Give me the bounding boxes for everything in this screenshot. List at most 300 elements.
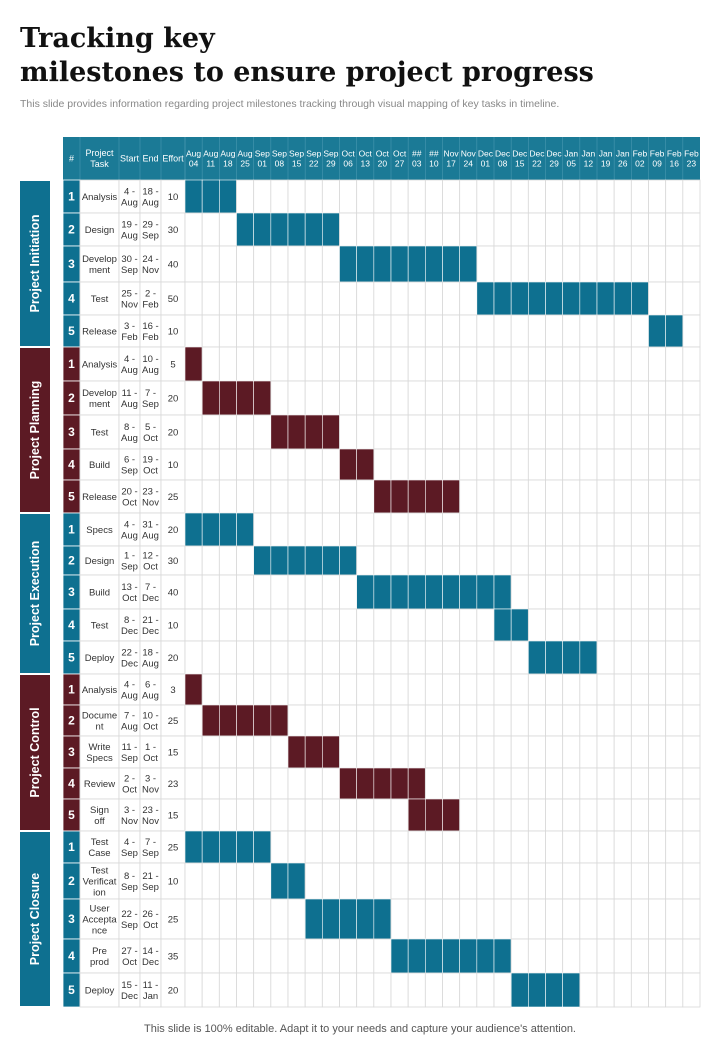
task-name: Test Case xyxy=(88,836,111,859)
gantt-bar-cell xyxy=(408,480,425,513)
gantt-empty-cell xyxy=(288,973,305,1007)
task-name: Write Specs xyxy=(86,741,113,764)
gantt-empty-cell xyxy=(254,641,271,674)
gantt-empty-cell xyxy=(649,513,666,546)
gantt-empty-cell xyxy=(322,575,339,609)
gantt-empty-cell xyxy=(408,736,425,768)
gantt-bar-cell xyxy=(391,246,408,282)
gantt-bar-cell xyxy=(202,381,219,415)
gantt-empty-cell xyxy=(237,315,254,347)
gantt-empty-cell xyxy=(597,939,614,973)
gantt-empty-cell xyxy=(477,347,494,381)
gantt-empty-cell xyxy=(460,863,477,899)
gantt-empty-cell xyxy=(563,609,580,641)
gantt-empty-cell xyxy=(528,381,545,415)
gantt-empty-cell xyxy=(340,415,357,449)
gantt-empty-cell xyxy=(305,768,322,799)
task-effort: 50 xyxy=(167,293,179,305)
task-end: 10 -Oct xyxy=(142,710,159,733)
gantt-bar-cell xyxy=(322,899,339,939)
row-number: 5 xyxy=(68,983,75,998)
gantt-empty-cell xyxy=(237,480,254,513)
gantt-empty-cell xyxy=(649,609,666,641)
gantt-empty-cell xyxy=(683,736,700,768)
gantt-empty-cell xyxy=(322,347,339,381)
gantt-empty-cell xyxy=(237,246,254,282)
gantt-empty-cell xyxy=(477,180,494,213)
gantt-empty-cell xyxy=(631,939,648,973)
gantt-empty-cell xyxy=(219,899,236,939)
gantt-empty-cell xyxy=(494,546,511,575)
gantt-empty-cell xyxy=(374,180,391,213)
gantt-empty-cell xyxy=(425,449,442,480)
gantt-bar-cell xyxy=(614,282,631,315)
row-number: 1 xyxy=(68,357,75,372)
gantt-bar-cell xyxy=(237,705,254,736)
gantt-empty-cell xyxy=(649,546,666,575)
gantt-empty-cell xyxy=(597,213,614,246)
gantt-empty-cell xyxy=(631,899,648,939)
gantt-empty-cell xyxy=(563,180,580,213)
task-start: 15 -Dec xyxy=(121,979,138,1002)
gantt-empty-cell xyxy=(683,449,700,480)
gantt-empty-cell xyxy=(631,609,648,641)
gantt-empty-cell xyxy=(460,415,477,449)
gantt-empty-cell xyxy=(322,939,339,973)
task-effort: 10 xyxy=(167,191,179,203)
gantt-empty-cell xyxy=(202,575,219,609)
gantt-empty-cell xyxy=(666,381,683,415)
gantt-empty-cell xyxy=(631,180,648,213)
gantt-empty-cell xyxy=(546,736,563,768)
week-header: Dec 08 xyxy=(495,148,511,169)
gantt-empty-cell xyxy=(494,480,511,513)
gantt-empty-cell xyxy=(305,347,322,381)
gantt-empty-cell xyxy=(305,705,322,736)
gantt-bar-cell xyxy=(219,705,236,736)
gantt-empty-cell xyxy=(546,863,563,899)
gantt-bar-cell xyxy=(357,575,374,609)
gantt-bar-cell xyxy=(425,246,442,282)
task-end: 6 -Aug xyxy=(142,679,159,702)
gantt-empty-cell xyxy=(494,246,511,282)
week-header: Sep 29 xyxy=(323,148,339,169)
gantt-empty-cell xyxy=(597,449,614,480)
gantt-empty-cell xyxy=(271,180,288,213)
gantt-empty-cell xyxy=(305,180,322,213)
gantt-empty-cell xyxy=(391,315,408,347)
gantt-empty-cell xyxy=(614,315,631,347)
gantt-empty-cell xyxy=(219,213,236,246)
gantt-empty-cell xyxy=(288,831,305,863)
task-start: 25 -Nov xyxy=(121,288,138,311)
gantt-empty-cell xyxy=(357,674,374,705)
gantt-bar-cell xyxy=(271,546,288,575)
gantt-bar-cell xyxy=(340,246,357,282)
gantt-empty-cell xyxy=(580,415,597,449)
gantt-empty-cell xyxy=(528,180,545,213)
gantt-empty-cell xyxy=(631,546,648,575)
gantt-empty-cell xyxy=(202,674,219,705)
gantt-empty-cell xyxy=(288,282,305,315)
gantt-empty-cell xyxy=(631,863,648,899)
task-end: 7 -Sep xyxy=(142,836,159,859)
gantt-empty-cell xyxy=(254,799,271,831)
gantt-empty-cell xyxy=(597,641,614,674)
gantt-empty-cell xyxy=(580,546,597,575)
gantt-empty-cell xyxy=(614,347,631,381)
gantt-empty-cell xyxy=(374,347,391,381)
gantt-empty-cell xyxy=(666,799,683,831)
gantt-empty-cell xyxy=(271,831,288,863)
row-number: 1 xyxy=(68,682,75,697)
gantt-empty-cell xyxy=(322,863,339,899)
header-effort: Effort xyxy=(162,153,184,164)
gantt-empty-cell xyxy=(288,315,305,347)
gantt-empty-cell xyxy=(546,705,563,736)
gantt-bar-cell xyxy=(374,575,391,609)
gantt-empty-cell xyxy=(666,282,683,315)
task-name: Design xyxy=(84,555,115,567)
gantt-empty-cell xyxy=(597,973,614,1007)
week-header: Dec 22 xyxy=(529,148,545,169)
gantt-empty-cell xyxy=(546,381,563,415)
gantt-bar-cell xyxy=(528,282,545,315)
gantt-empty-cell xyxy=(614,546,631,575)
gantt-empty-cell xyxy=(288,381,305,415)
gantt-empty-cell xyxy=(597,799,614,831)
gantt-empty-cell xyxy=(219,480,236,513)
gantt-empty-cell xyxy=(460,609,477,641)
gantt-empty-cell xyxy=(477,246,494,282)
gantt-empty-cell xyxy=(494,863,511,899)
gantt-empty-cell xyxy=(374,973,391,1007)
task-start: 4 -Aug xyxy=(121,519,138,542)
week-header: Sep 01 xyxy=(254,148,270,169)
gantt-empty-cell xyxy=(425,768,442,799)
gantt-empty-cell xyxy=(185,213,202,246)
gantt-empty-cell xyxy=(322,449,339,480)
gantt-empty-cell xyxy=(546,546,563,575)
gantt-empty-cell xyxy=(391,213,408,246)
gantt-empty-cell xyxy=(374,213,391,246)
gantt-empty-cell xyxy=(271,347,288,381)
row-number: 2 xyxy=(68,222,75,237)
gantt-empty-cell xyxy=(631,674,648,705)
gantt-bar-cell xyxy=(546,973,563,1007)
gantt-empty-cell xyxy=(494,180,511,213)
gantt-empty-cell xyxy=(374,736,391,768)
task-effort: 15 xyxy=(167,747,179,759)
gantt-empty-cell xyxy=(683,381,700,415)
gantt-empty-cell xyxy=(683,831,700,863)
task-start: 4 -Aug xyxy=(121,186,138,209)
task-name: Deploy xyxy=(84,652,115,664)
gantt-empty-cell xyxy=(202,282,219,315)
week-header: Dec 15 xyxy=(512,148,528,169)
gantt-empty-cell xyxy=(614,415,631,449)
gantt-bar-cell xyxy=(597,282,614,315)
gantt-empty-cell xyxy=(425,513,442,546)
gantt-empty-cell xyxy=(494,899,511,939)
gantt-empty-cell xyxy=(185,480,202,513)
week-header: Oct 20 xyxy=(375,148,390,169)
gantt-empty-cell xyxy=(237,180,254,213)
gantt-empty-cell xyxy=(237,347,254,381)
gantt-empty-cell xyxy=(288,480,305,513)
gantt-empty-cell xyxy=(202,546,219,575)
gantt-empty-cell xyxy=(374,799,391,831)
task-end: 29 -Sep xyxy=(142,219,159,242)
gantt-empty-cell xyxy=(254,575,271,609)
gantt-empty-cell xyxy=(666,180,683,213)
gantt-empty-cell xyxy=(185,939,202,973)
gantt-empty-cell xyxy=(408,973,425,1007)
gantt-empty-cell xyxy=(443,768,460,799)
gantt-empty-cell xyxy=(254,315,271,347)
gantt-empty-cell xyxy=(271,609,288,641)
task-effort: 25 xyxy=(167,914,179,926)
task-effort: 3 xyxy=(170,684,176,696)
gantt-empty-cell xyxy=(511,899,528,939)
gantt-empty-cell xyxy=(185,575,202,609)
task-end: 7 -Sep xyxy=(142,387,159,410)
gantt-bar-cell xyxy=(631,282,648,315)
gantt-empty-cell xyxy=(340,213,357,246)
gantt-empty-cell xyxy=(340,831,357,863)
gantt-empty-cell xyxy=(614,863,631,899)
gantt-empty-cell xyxy=(546,213,563,246)
gantt-empty-cell xyxy=(511,705,528,736)
gantt-empty-cell xyxy=(460,641,477,674)
header-end: End xyxy=(142,153,159,164)
gantt-bar-cell xyxy=(477,575,494,609)
gantt-empty-cell xyxy=(460,315,477,347)
task-end: 10 -Aug xyxy=(142,353,159,376)
gantt-empty-cell xyxy=(649,381,666,415)
gantt-empty-cell xyxy=(666,674,683,705)
gantt-empty-cell xyxy=(322,381,339,415)
gantt-bar-cell xyxy=(237,513,254,546)
task-effort: 25 xyxy=(167,491,179,503)
gantt-bar-cell xyxy=(408,939,425,973)
gantt-empty-cell xyxy=(460,973,477,1007)
task-effort: 15 xyxy=(167,810,179,822)
gantt-empty-cell xyxy=(528,415,545,449)
gantt-empty-cell xyxy=(202,315,219,347)
task-name: Test Verificat ion xyxy=(82,865,117,899)
row-number: 1 xyxy=(68,840,75,855)
task-start: 2 -Oct xyxy=(122,773,137,796)
gantt-empty-cell xyxy=(511,939,528,973)
gantt-empty-cell xyxy=(219,641,236,674)
gantt-empty-cell xyxy=(631,315,648,347)
gantt-empty-cell xyxy=(460,674,477,705)
gantt-empty-cell xyxy=(666,415,683,449)
gantt-empty-cell xyxy=(631,480,648,513)
gantt-empty-cell xyxy=(546,609,563,641)
gantt-empty-cell xyxy=(288,575,305,609)
gantt-empty-cell xyxy=(477,415,494,449)
gantt-empty-cell xyxy=(528,705,545,736)
gantt-empty-cell xyxy=(666,575,683,609)
week-header: Sep 08 xyxy=(271,148,287,169)
gantt-empty-cell xyxy=(305,315,322,347)
task-start: 11 -Aug xyxy=(121,387,138,410)
gantt-bar-cell xyxy=(237,381,254,415)
gantt-empty-cell xyxy=(666,705,683,736)
task-name: Test xyxy=(90,293,109,305)
gantt-empty-cell xyxy=(254,768,271,799)
task-name: Analysis xyxy=(81,191,118,203)
gantt-empty-cell xyxy=(340,575,357,609)
gantt-empty-cell xyxy=(631,831,648,863)
gantt-empty-cell xyxy=(477,799,494,831)
gantt-bar-cell xyxy=(340,768,357,799)
gantt-empty-cell xyxy=(391,609,408,641)
row-number: 5 xyxy=(68,324,75,339)
gantt-empty-cell xyxy=(219,863,236,899)
gantt-bar-cell xyxy=(357,449,374,480)
row-number: 3 xyxy=(68,425,75,440)
gantt-empty-cell xyxy=(374,674,391,705)
gantt-empty-cell xyxy=(649,480,666,513)
gantt-bar-cell xyxy=(237,831,254,863)
gantt-empty-cell xyxy=(374,831,391,863)
gantt-empty-cell xyxy=(494,513,511,546)
task-effort: 25 xyxy=(167,715,179,727)
gantt-empty-cell xyxy=(237,609,254,641)
gantt-bar-cell xyxy=(271,415,288,449)
row-number: 4 xyxy=(68,776,75,791)
gantt-bar-cell xyxy=(443,575,460,609)
row-number: 3 xyxy=(68,585,75,600)
task-start: 8 -Sep xyxy=(121,870,138,893)
gantt-empty-cell xyxy=(202,641,219,674)
gantt-empty-cell xyxy=(580,736,597,768)
gantt-empty-cell xyxy=(563,939,580,973)
gantt-empty-cell xyxy=(254,449,271,480)
gantt-empty-cell xyxy=(271,736,288,768)
gantt-empty-cell xyxy=(649,282,666,315)
row-number: 4 xyxy=(68,618,75,633)
task-start: 1 -Sep xyxy=(121,550,138,573)
gantt-empty-cell xyxy=(614,705,631,736)
gantt-empty-cell xyxy=(322,641,339,674)
gantt-empty-cell xyxy=(408,449,425,480)
gantt-empty-cell xyxy=(511,315,528,347)
gantt-empty-cell xyxy=(631,449,648,480)
gantt-empty-cell xyxy=(408,180,425,213)
gantt-empty-cell xyxy=(357,315,374,347)
gantt-empty-cell xyxy=(563,480,580,513)
gantt-empty-cell xyxy=(614,768,631,799)
gantt-empty-cell xyxy=(340,315,357,347)
gantt-empty-cell xyxy=(408,831,425,863)
gantt-empty-cell xyxy=(614,899,631,939)
gantt-empty-cell xyxy=(322,480,339,513)
gantt-empty-cell xyxy=(254,480,271,513)
gantt-empty-cell xyxy=(425,705,442,736)
gantt-empty-cell xyxy=(237,415,254,449)
gantt-empty-cell xyxy=(425,609,442,641)
row-number: 4 xyxy=(68,949,75,964)
gantt-empty-cell xyxy=(666,513,683,546)
gantt-empty-cell xyxy=(425,736,442,768)
task-effort: 20 xyxy=(167,524,179,536)
gantt-empty-cell xyxy=(288,939,305,973)
gantt-empty-cell xyxy=(477,674,494,705)
task-name: Specs xyxy=(86,524,113,536)
gantt-empty-cell xyxy=(580,575,597,609)
row-number: 5 xyxy=(68,808,75,823)
gantt-empty-cell xyxy=(271,282,288,315)
gantt-empty-cell xyxy=(185,381,202,415)
gantt-empty-cell xyxy=(649,939,666,973)
gantt-empty-cell xyxy=(219,736,236,768)
gantt-empty-cell xyxy=(580,513,597,546)
gantt-empty-cell xyxy=(408,282,425,315)
gantt-empty-cell xyxy=(546,674,563,705)
gantt-empty-cell xyxy=(288,674,305,705)
gantt-empty-cell xyxy=(185,863,202,899)
task-name: Docume nt xyxy=(81,710,118,733)
gantt-empty-cell xyxy=(477,705,494,736)
task-end: 18 -Aug xyxy=(142,647,159,670)
gantt-empty-cell xyxy=(614,799,631,831)
gantt-bar-cell xyxy=(563,973,580,1007)
gantt-bar-cell xyxy=(340,899,357,939)
gantt-empty-cell xyxy=(597,315,614,347)
task-effort: 10 xyxy=(167,459,179,471)
gantt-empty-cell xyxy=(546,831,563,863)
gantt-empty-cell xyxy=(408,347,425,381)
gantt-empty-cell xyxy=(649,799,666,831)
gantt-empty-cell xyxy=(528,609,545,641)
gantt-empty-cell xyxy=(237,939,254,973)
gantt-empty-cell xyxy=(219,768,236,799)
row-number: 3 xyxy=(68,912,75,927)
task-name: Pre prod xyxy=(89,945,110,968)
gantt-empty-cell xyxy=(254,973,271,1007)
task-effort: 20 xyxy=(167,652,179,664)
gantt-empty-cell xyxy=(494,213,511,246)
gantt-bar-cell xyxy=(254,831,271,863)
gantt-empty-cell xyxy=(546,575,563,609)
task-start: 30 -Sep xyxy=(121,253,138,276)
row-number: 4 xyxy=(68,457,75,472)
gantt-empty-cell xyxy=(631,973,648,1007)
task-effort: 40 xyxy=(167,259,179,271)
gantt-empty-cell xyxy=(528,213,545,246)
gantt-empty-cell xyxy=(202,449,219,480)
gantt-bar-cell xyxy=(254,381,271,415)
gantt-empty-cell xyxy=(460,180,477,213)
gantt-empty-cell xyxy=(494,315,511,347)
gantt-empty-cell xyxy=(408,641,425,674)
gantt-bar-cell xyxy=(391,939,408,973)
gantt-empty-cell xyxy=(425,282,442,315)
gantt-empty-cell xyxy=(202,899,219,939)
gantt-empty-cell xyxy=(666,768,683,799)
gantt-empty-cell xyxy=(391,513,408,546)
gantt-empty-cell xyxy=(443,415,460,449)
gantt-empty-cell xyxy=(391,705,408,736)
gantt-empty-cell xyxy=(494,347,511,381)
gantt-empty-cell xyxy=(185,768,202,799)
gantt-empty-cell xyxy=(631,347,648,381)
gantt-empty-cell xyxy=(649,899,666,939)
